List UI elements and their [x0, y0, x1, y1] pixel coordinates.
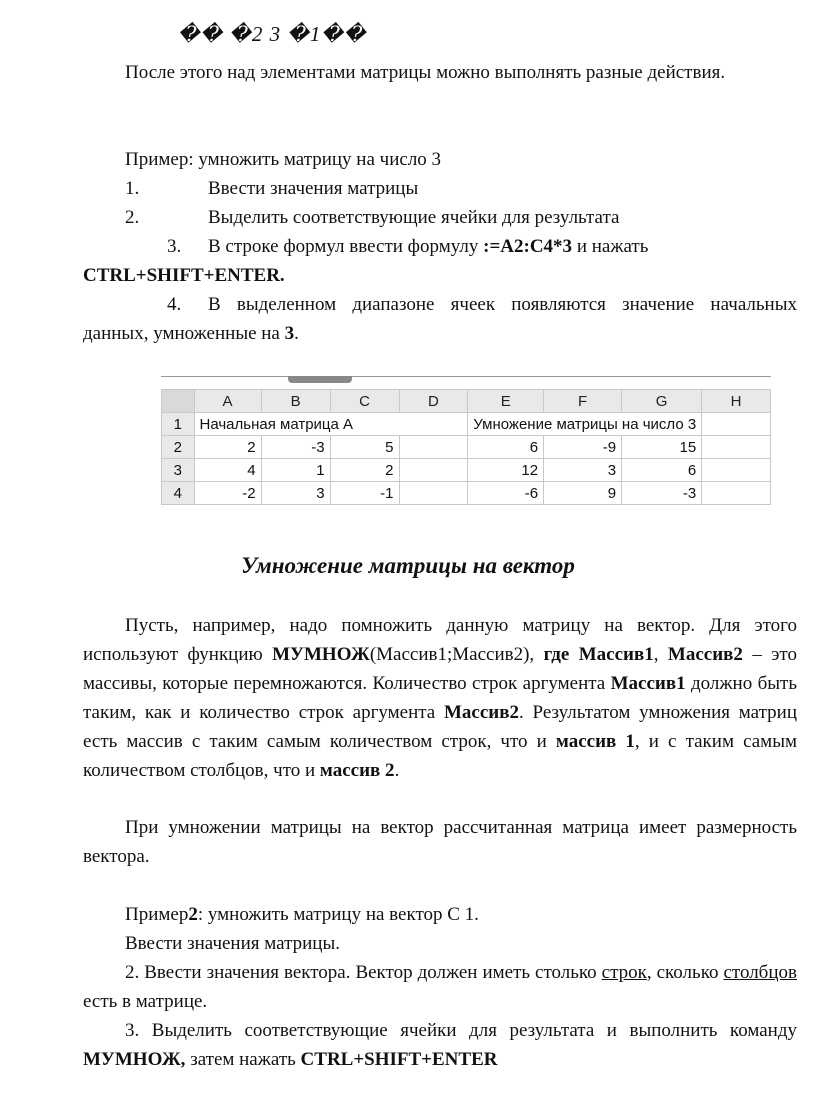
cell: -3 [261, 436, 330, 459]
example1-step-1 [83, 174, 797, 203]
text: : умножить матрицу на вектор С 1. [197, 904, 479, 925]
cell: 9 [544, 482, 622, 505]
cell [702, 459, 771, 482]
term: где Массив1 [543, 644, 654, 665]
example2-step-1: Ввести значения матрицы. [125, 933, 340, 954]
vector-note-paragraph: При умножении матрицы на вектор рассчитанная матрица имеет размерность вектора. [83, 817, 797, 867]
column-header: B [261, 390, 330, 413]
term: Массив2 [667, 644, 743, 665]
column-header: E [468, 390, 544, 413]
row-header: 3 [162, 459, 195, 482]
example1-step-2 [83, 203, 797, 232]
sheet-row [162, 413, 771, 436]
intro-paragraph: После этого над элементами матрицы можно выполнять разные действия. [125, 62, 726, 83]
cell [702, 436, 771, 459]
cell: -9 [544, 436, 622, 459]
column-header: H [702, 390, 771, 413]
cell-title-source: Начальная матрица А [194, 413, 468, 436]
cell-title-result: Умножение матрицы на число 3 [468, 413, 702, 436]
text: – это массивы, которые перемножаются. Количество строк аргумента [83, 644, 797, 694]
cell [702, 413, 771, 436]
text: должно быть таким, как и количество строк аргумента [83, 673, 797, 723]
row-header: 1 [162, 413, 195, 436]
cell: 3 [261, 482, 330, 505]
cell: 5 [330, 436, 399, 459]
text: (Массив1;Массив2), [369, 644, 544, 665]
cell: 3 [544, 459, 622, 482]
row-header: 2 [162, 436, 195, 459]
function-name: МУМНОЖ, [83, 1049, 186, 1070]
formula: :=А2:С4*3 [483, 236, 573, 257]
cell: 4 [194, 459, 261, 482]
text: . [394, 760, 400, 781]
spreadsheet-figure [161, 376, 771, 514]
example2-step-2 [83, 958, 797, 1016]
text: , [653, 644, 668, 665]
description-paragraph [83, 611, 797, 785]
column-header: G [622, 390, 702, 413]
column-header: A [194, 390, 261, 413]
cell: -2 [194, 482, 261, 505]
cell: 15 [622, 436, 702, 459]
step-text: В выделенном диапазоне ячеек появляются значение начальных данных, умноженные на [83, 294, 797, 344]
cell [399, 482, 468, 505]
example1-step-3 [83, 232, 797, 290]
step-number: 1. [125, 178, 140, 199]
cell [399, 436, 468, 459]
select-all-corner [162, 390, 195, 413]
cell: 12 [468, 459, 544, 482]
column-header: F [544, 390, 622, 413]
cell [702, 482, 771, 505]
step-number: 3. [167, 236, 182, 257]
term: массив 1 [555, 731, 635, 752]
step-text: Выделить соответствующие ячейки для результата [208, 207, 620, 228]
sheet-row [162, 436, 771, 459]
column-header: C [330, 390, 399, 413]
term: массив 2 [319, 760, 395, 781]
text: . Результатом умножения матриц есть массив с таким самым количеством строк, что и [83, 702, 797, 752]
cell: -1 [330, 482, 399, 505]
scroll-thumb [288, 376, 352, 383]
text: есть в матрице. [83, 991, 208, 1012]
row-header: 4 [162, 482, 195, 505]
step-text: Ввести значения матрицы [208, 178, 419, 199]
multiplier: 3 [284, 323, 295, 344]
cell: 6 [622, 459, 702, 482]
spreadsheet-grid [161, 389, 771, 505]
step-number: 4. [167, 294, 182, 315]
text: Пример [125, 904, 189, 925]
term: Массив1 [610, 673, 686, 694]
term: Массив2 [444, 702, 520, 723]
example2-step-3 [83, 1016, 797, 1074]
text: 3. Выделить соответствующие ячейки для результата и выполнить команду [125, 1020, 797, 1041]
step-text: . [294, 323, 299, 344]
example-number: 2 [188, 904, 198, 925]
column-header: D [399, 390, 468, 413]
cell: 6 [468, 436, 544, 459]
section-title: Умножение матрицы на вектор [241, 553, 575, 578]
text: , и с таким самым количеством столбцов, что и [83, 731, 797, 781]
sheet-row [162, 482, 771, 505]
example1-title: Пример: умножить матрицу на число 3 [125, 149, 442, 170]
underlined-term: строк [601, 962, 647, 983]
text: затем нажать [185, 1049, 301, 1070]
sheet-row [162, 459, 771, 482]
page-header-glyphs: �� �2 3 �1�� [178, 22, 367, 46]
keyboard-shortcut: CTRL+SHIFT+ENTER [300, 1049, 498, 1070]
step-text: и нажать [572, 236, 649, 257]
cell: 2 [194, 436, 261, 459]
scroll-track [161, 376, 771, 385]
text: Пусть, например, надо помножить данную матрицу на вектор. Для этого используют функцию [83, 615, 797, 665]
text: , сколько [646, 962, 724, 983]
function-name: МУМНОЖ [272, 644, 370, 665]
example1-step-4 [83, 290, 797, 348]
cell [399, 459, 468, 482]
keyboard-shortcut: CTRL+SHIFT+ENTER. [83, 265, 285, 286]
cell: 2 [330, 459, 399, 482]
text: 2. Ввести значения вектора. Вектор должен иметь столько [125, 962, 602, 983]
example2-title [83, 900, 797, 929]
step-number: 2. [125, 207, 140, 228]
cell: -6 [468, 482, 544, 505]
cell: -3 [622, 482, 702, 505]
step-text: В строке формул ввести формулу [208, 236, 484, 257]
cell: 1 [261, 459, 330, 482]
column-header-row [162, 390, 771, 413]
underlined-term: столбцов [723, 962, 797, 983]
